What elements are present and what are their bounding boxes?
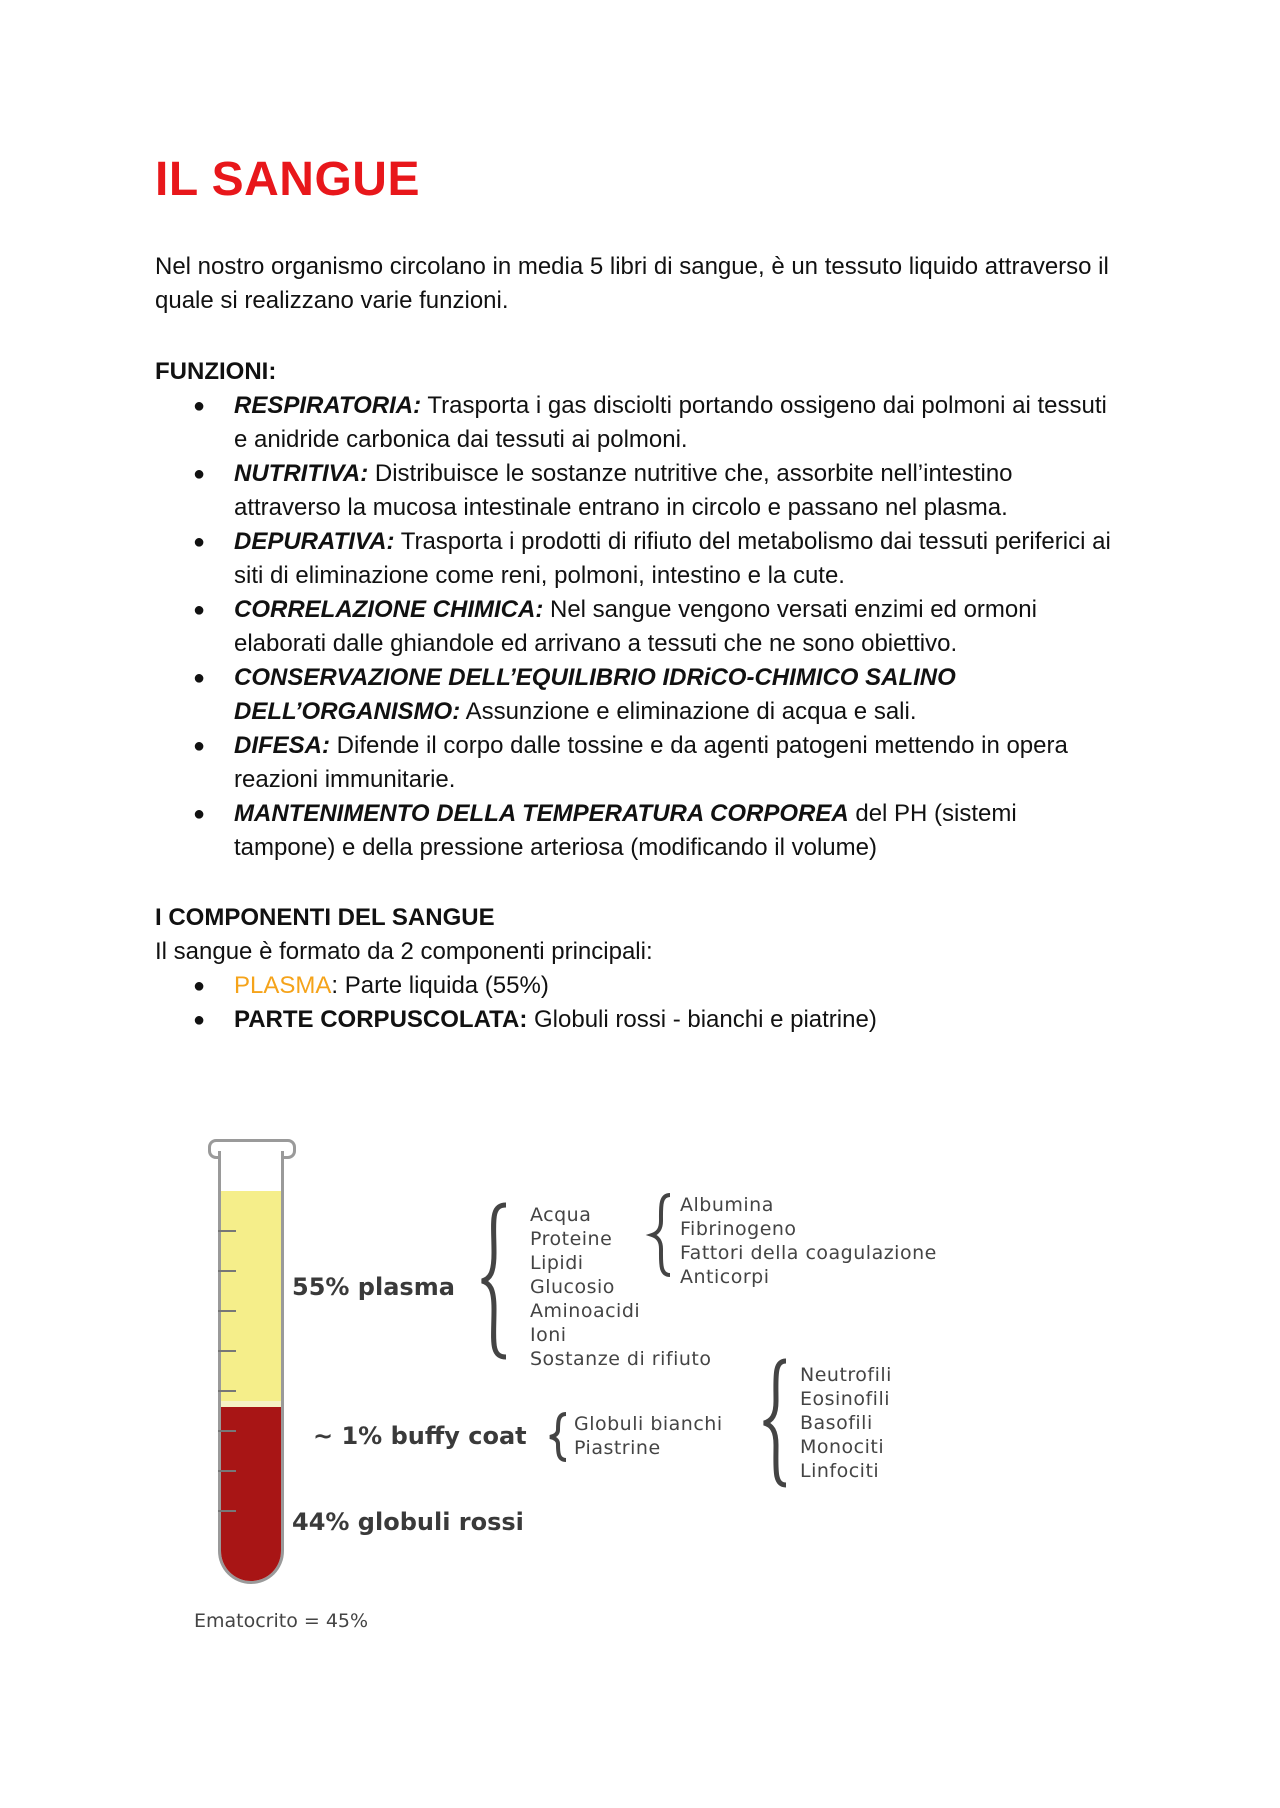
- blood-composition-figure: [180, 1125, 1030, 1645]
- funzione-term: DIFESA:: [234, 732, 330, 759]
- plasma-item: Proteine: [530, 1228, 613, 1250]
- componente-sep: :: [331, 972, 339, 999]
- globuli-bianchi-brace-icon: [762, 1359, 790, 1487]
- tube-tick: [218, 1510, 236, 1512]
- plasma-item: Sostanze di rifiuto: [530, 1348, 712, 1370]
- plasma-item: Aminoacidi: [530, 1300, 641, 1322]
- ematocrito-label: Ematocrito = 45%: [194, 1610, 369, 1632]
- test-tube: [218, 1151, 284, 1584]
- globulo-bianco-item: Basofili: [800, 1412, 873, 1434]
- page-title: IL SANGUE: [155, 153, 420, 206]
- globulo-bianco-item: Eosinofili: [800, 1388, 890, 1410]
- plasma-layer: [221, 1191, 281, 1401]
- buffy-coat-label: ~ 1% buffy coat: [313, 1422, 527, 1450]
- funzione-text: del PH (sistemi tampone) e della pressione arteriosa (modificando il volume): [234, 800, 1017, 861]
- funzione-item: [155, 729, 1115, 797]
- plasma-term: PLASMA: [234, 972, 332, 999]
- funzioni-list: [155, 389, 1115, 865]
- buffy-item: Globuli bianchi: [574, 1413, 723, 1435]
- tube-tick: [218, 1390, 236, 1392]
- funzione-term: CONSERVAZIONE DELL’EQUILIBRIO IDRiCO-CHIMICO SALINO DELL’ORGANISMO:: [234, 664, 956, 725]
- plasma-item: Acqua: [530, 1204, 592, 1226]
- funzioni-heading: FUNZIONI:: [155, 358, 277, 385]
- componente-text: Globuli rossi - bianchi e piatrine): [527, 1006, 877, 1033]
- bullet-icon: ●: [193, 975, 206, 997]
- bullet-icon: ●: [193, 667, 206, 689]
- tube-tick: [218, 1470, 236, 1472]
- proteine-item: Anticorpi: [680, 1266, 770, 1288]
- bullet-icon: ●: [193, 803, 206, 825]
- componente-term: PARTE CORPUSCOLATA:: [234, 1006, 528, 1033]
- proteine-item: Albumina: [680, 1194, 774, 1216]
- componente-item: [155, 1003, 1115, 1037]
- funzione-item: [155, 593, 1115, 661]
- funzione-text: Nel sangue vengono versati enzimi ed ormoni elaborati dalle ghiandole ed arrivano a tessuti che ne sono obiettivo.: [234, 596, 1037, 657]
- funzione-item: [155, 525, 1115, 593]
- plasma-label: 55% plasma: [292, 1273, 455, 1301]
- plasma-item: Glucosio: [530, 1276, 615, 1298]
- proteine-brace-icon: [650, 1193, 672, 1277]
- buffy-item: Piastrine: [574, 1437, 661, 1459]
- funzione-text: Trasporta i gas disciolti portando ossigeno dai polmoni ai tessuti e anidride carbonica dai tessuti ai polmoni.: [234, 392, 1107, 453]
- bullet-icon: ●: [193, 1009, 206, 1031]
- intro-paragraph: Nel nostro organismo circolano in media 5 libri di sangue, è un tessuto liquido attraverso il quale si realizzano varie funzioni.: [155, 253, 1109, 314]
- funzione-item: [155, 797, 1115, 865]
- componenti-heading: I COMPONENTI DEL SANGUE: [155, 904, 495, 931]
- tube-tick: [218, 1430, 236, 1432]
- funzione-item: [155, 389, 1115, 457]
- funzione-text: Assunzione e eliminazione di acqua e sali.: [460, 698, 917, 725]
- componenti-list: [155, 969, 1115, 1037]
- bullet-icon: ●: [193, 395, 206, 417]
- funzione-item: [155, 457, 1115, 525]
- funzione-term: RESPIRATORIA:: [234, 392, 422, 419]
- funzione-term: DEPURATIVA:: [234, 528, 395, 555]
- funzione-text: Difende il corpo dalle tossine e da agenti patogeni mettendo in opera reazioni immunitarie.: [234, 732, 1068, 793]
- buffy-brace-icon: [548, 1412, 568, 1462]
- funzione-item: [155, 661, 1115, 729]
- componenti-intro: Il sangue è formato da 2 componenti principali:: [155, 938, 653, 965]
- funzione-term: CORRELAZIONE CHIMICA:: [234, 596, 544, 623]
- plasma-item: Lipidi: [530, 1252, 584, 1274]
- bullet-icon: ●: [193, 599, 206, 621]
- proteine-item: Fattori della coagulazione: [680, 1242, 937, 1264]
- funzione-term: NUTRITIVA:: [234, 460, 369, 487]
- globulo-bianco-item: Linfociti: [800, 1460, 880, 1482]
- bullet-icon: ●: [193, 531, 206, 553]
- bullet-icon: ●: [193, 463, 206, 485]
- componente-text: Parte liquida (55%): [338, 972, 549, 999]
- tube-tick: [218, 1350, 236, 1352]
- plasma-item: Ioni: [530, 1324, 567, 1346]
- red-cells-layer: [221, 1407, 281, 1581]
- plasma-brace-icon: [480, 1203, 510, 1359]
- tube-tick: [218, 1270, 236, 1272]
- bullet-icon: ●: [193, 735, 206, 757]
- globulo-bianco-item: Monociti: [800, 1436, 885, 1458]
- funzione-text: Distribuisce le sostanze nutritive che, assorbite nell’intestino attraverso la mucosa intestinale entrano in circolo e passano nel plasma.: [234, 460, 1013, 521]
- funzione-term: MANTENIMENTO DELLA TEMPERATURA CORPOREA: [234, 800, 849, 827]
- proteine-item: Fibrinogeno: [680, 1218, 797, 1240]
- componente-item: [155, 969, 1115, 1003]
- tube-tick: [218, 1230, 236, 1232]
- red-cells-label: 44% globuli rossi: [292, 1508, 524, 1536]
- funzione-text: Trasporta i prodotti di rifiuto del metabolismo dai tessuti periferici ai siti di eliminazione come reni, polmoni, intestino e la cute.: [234, 528, 1111, 589]
- tube-tick: [218, 1310, 236, 1312]
- globulo-bianco-item: Neutrofili: [800, 1364, 892, 1386]
